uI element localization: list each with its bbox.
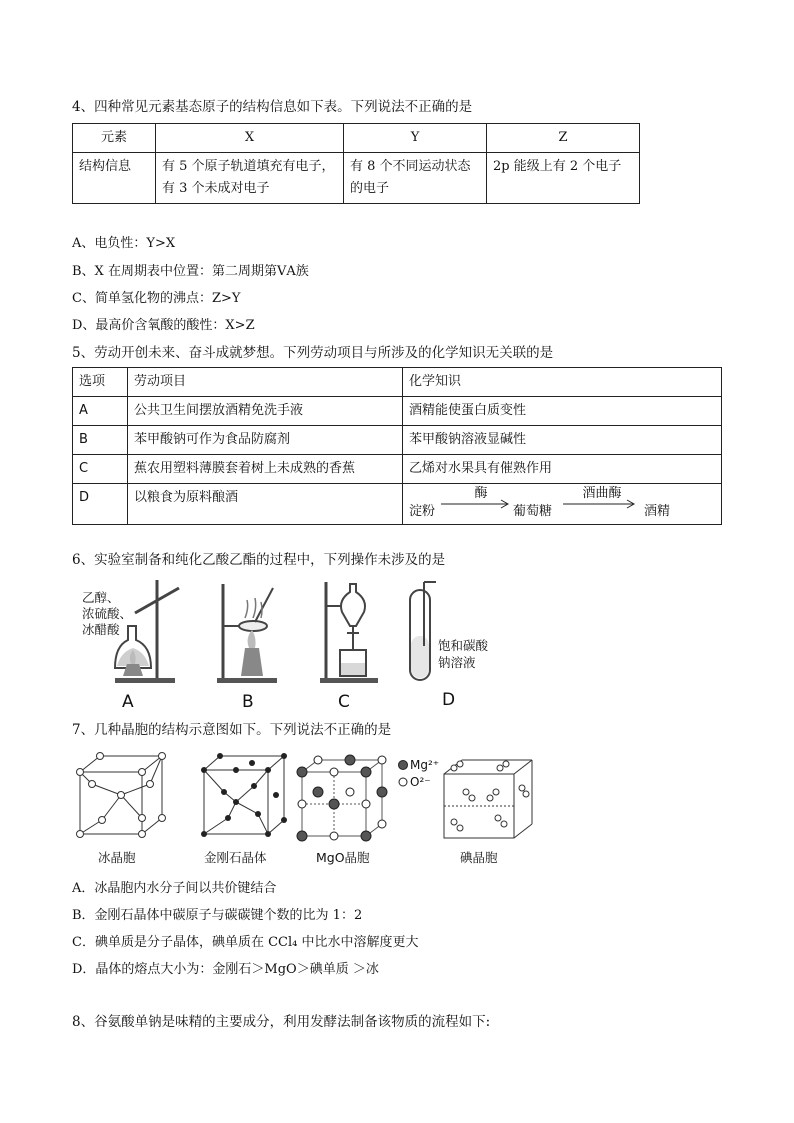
- q6-stem: 6、实验室制备和纯化乙酸乙酯的过程中，下列操作未涉及的是: [72, 552, 446, 568]
- q4-cell-y: [344, 153, 487, 204]
- q7-option-a: A．冰晶胞内水分子间以共价键结合: [72, 881, 277, 896]
- q4-stem: 4、四种常见元素基态原子的结构信息如下表。下列说法不正确的是: [72, 99, 473, 115]
- q4-option-c: C、简单氢化物的沸点：Z>Y: [72, 291, 241, 306]
- q4-cell-x-line2: 有 3 个未成对电子: [162, 181, 270, 196]
- q5-row-b-labor: 苯甲酸钠可作为食品防腐剂: [128, 426, 403, 455]
- q5-row-a-knowledge: 酒精能使蛋白质变性: [403, 397, 722, 426]
- scheme-arrow1-label: 酶: [474, 486, 488, 501]
- q8-stem: 8、谷氨酸单钠是味精的主要成分，利用发酵法制备该物质的流程如下:: [72, 1014, 491, 1030]
- apparatus-d-test-tube: [402, 580, 438, 690]
- arrow-icon: [441, 500, 513, 508]
- d-label-line1: 饱和碳酸: [438, 638, 489, 653]
- d-label-line2: 钠溶液: [438, 655, 476, 670]
- q4-option-d: D、最高价含氧酸的酸性：X>Z: [72, 318, 255, 333]
- q7-stem: 7、几种晶胞的结构示意图如下。下列说法不正确的是: [72, 722, 392, 738]
- scheme-end: 酒精: [644, 504, 671, 519]
- letter-a: A: [122, 692, 134, 712]
- iodine-crystal-cell: [440, 756, 540, 842]
- q4-option-b: B、X 在周期表中位置：第二周期第ⅤA族: [72, 264, 309, 279]
- q5-d-scheme: [403, 484, 721, 524]
- q4-option-a: A、电负性：Y>X: [72, 236, 176, 251]
- letter-d: D: [442, 690, 456, 710]
- scheme-start: 淀粉: [409, 504, 436, 519]
- q5-row-c-knowledge: 乙烯对水果具有催熟作用: [403, 455, 722, 484]
- arrow-icon: [563, 500, 639, 508]
- a-label-line2: 浓硫酸、: [82, 606, 133, 621]
- q4-cell-y-line1: 有 8 个不同运动状态: [350, 159, 471, 174]
- q4-row-label: 结构信息: [73, 153, 156, 204]
- q4-header-y: Y: [344, 124, 487, 153]
- q4-table: [72, 123, 640, 204]
- q5-row-d-labor: 以粮食为原料酿酒: [128, 484, 403, 525]
- q4-cell-x: [156, 153, 344, 204]
- q5-header-knowledge: 化学知识: [403, 368, 722, 397]
- q5-header-option: 选项: [73, 368, 128, 397]
- table-row: [73, 455, 722, 484]
- q5-row-d-knowledge: [403, 484, 722, 525]
- q7-option-d: D．晶体的熔点大小为：金刚石＞MgO＞碘单质 ＞冰: [72, 962, 379, 977]
- q5-row-c-labor: 蕉农用塑料薄膜套着树上未成熟的香蕉: [128, 455, 403, 484]
- table-row: [73, 397, 722, 426]
- scheme-arrow2-label: 酒曲酶: [582, 486, 622, 501]
- q4-cell-z: 2p 能级上有 2 个电子: [487, 153, 640, 204]
- q5-header-labor: 劳动项目: [128, 368, 403, 397]
- q5-row-b-knowledge: 苯甲酸钠溶液显碱性: [403, 426, 722, 455]
- diamond-crystal-cell: [198, 752, 288, 844]
- letter-b: B: [242, 692, 254, 712]
- caption-ice: 冰晶胞: [98, 850, 136, 865]
- legend-o: O²⁻: [410, 775, 431, 789]
- q7-option-c: C．碘单质是分子晶体，碘单质在 CCl₄ 中比水中溶解度更大: [72, 935, 419, 950]
- apparatus-a-distillation: [95, 578, 195, 688]
- q5-table: [72, 367, 722, 525]
- q4-header-z: Z: [487, 124, 640, 153]
- letter-c: C: [338, 692, 350, 712]
- q5-row-a-labor: 公共卫生间摆放酒精免洗手液: [128, 397, 403, 426]
- apparatus-c-separatory-funnel: [318, 578, 388, 688]
- scheme-middle: 葡萄糖: [513, 504, 553, 519]
- caption-mgo: MgO晶胞: [316, 850, 370, 865]
- caption-diamond: 金刚石晶体: [204, 850, 267, 865]
- ice-crystal-cell: [72, 752, 172, 844]
- caption-iodine: 碘晶胞: [460, 850, 498, 865]
- q7-option-b: B．金刚石晶体中碳原子与碳碳键个数的比为 1：2: [72, 908, 363, 923]
- mgo-legend-markers: [398, 760, 410, 790]
- q5-row-d-option: D: [73, 484, 128, 525]
- q5-row-a-option: A: [73, 397, 128, 426]
- table-row: [73, 426, 722, 455]
- q5-stem: 5、劳动开创未来、奋斗成就梦想。下列劳动项目与所涉及的化学知识无关联的是: [72, 345, 554, 361]
- q4-header-x: X: [156, 124, 344, 153]
- a-label-line3: 冰醋酸: [82, 622, 120, 637]
- mgo-crystal-cell: [296, 756, 396, 844]
- q4-cell-x-line1: 有 5 个原子轨道填充有电子，: [162, 159, 335, 174]
- a-label-line1: 乙醇、: [82, 590, 120, 605]
- q5-row-b-option: B: [73, 426, 128, 455]
- apparatus-d-label: [438, 637, 488, 671]
- q5-row-c-option: C: [73, 455, 128, 484]
- apparatus-b-evaporation: [215, 578, 285, 688]
- q4-cell-y-line2: 的电子: [350, 181, 390, 196]
- table-row: [73, 484, 722, 525]
- q4-header-element: 元素: [73, 124, 156, 153]
- legend-mg: Mg²⁺: [410, 758, 440, 772]
